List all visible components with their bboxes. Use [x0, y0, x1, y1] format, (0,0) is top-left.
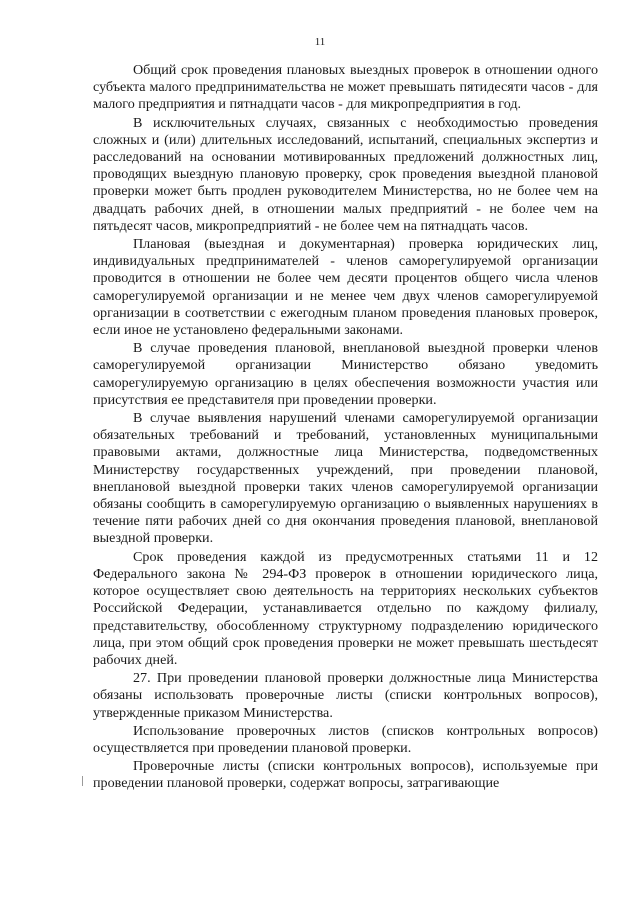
page-number: 11: [314, 36, 326, 48]
paragraph: Проверочные листы (списки контрольных вопросов), используемые при проведении плановой проверки, содержат вопросы, затрагивающие: [93, 758, 598, 792]
paragraph: В случае проведения плановой, внеплановой выездной проверки членов саморегулируемой организации Министерство обязано уведомить саморегулируемую организацию в целях обеспечения возможности участия или присутствия ее представителя при проведении проверки.: [93, 340, 598, 408]
body-text: [93, 62, 598, 793]
paragraph: Плановая (выездная и документарная) проверка юридических лиц, индивидуальных предпринимателей - членов саморегулируемой организации проводится в отношении не более чем десяти процентов общего числа членов саморегулируемой организации и не менее чем двух членов саморегулируемой организации в соответствии с ежегодным планом проведения плановых проверок, если иное не установлено федеральными законами.: [93, 236, 598, 339]
paragraph: Срок проведения каждой из предусмотренных статьями 11 и 12 Федерального закона № 294-ФЗ проверок в отношении юридического лица, которое осуществляет свою деятельность на территориях нескольких субъектов Российской Федерации, устанавливается отдельно по каждому филиалу, представительству, обособленному структурному подразделению юридического лица, при этом общий срок проведения проверки не может превышать шестьдесят рабочих дней.: [93, 548, 598, 668]
margin-mark: [82, 776, 83, 786]
paragraph: В случае выявления нарушений членами саморегулируемой организации обязательных требований и требований, установленных муниципальными правовыми актами, должностные лица Министерства, подведомственных Министерству государственных учреждений, при проведении плановой, внеплановой выездной проверки таких членов саморегулируемой организации обязаны сообщить в саморегулируемую организацию о выявленных нарушениях в течение пяти рабочих дней со дня окончания проведения плановой, внеплановой выездной проверки.: [93, 410, 598, 547]
paragraph: 27. При проведении плановой проверки должностные лица Министерства обязаны использовать проверочные листы (списки контрольных вопросов), утвержденные приказом Министерства.: [93, 670, 598, 721]
paragraph: В исключительных случаях, связанных с необходимостью проведения сложных и (или) длительных исследований, испытаний, специальных экспертиз и расследований на основании мотивированных предложений должностных лиц, проводящих выездную плановую проверку, срок проведения выездной плановой проверки может быть продлен руководителем Министерства, но не более чем на двадцать рабочих дней, в отношении малых предприятий - не более чем на пятьдесят часов, микропредприятий - не более чем на пятнадцать часов.: [93, 114, 598, 234]
paragraph: Использование проверочных листов (списков контрольных вопросов) осуществляется при проведении плановой проверки.: [93, 722, 598, 756]
paragraph: Общий срок проведения плановых выездных проверок в отношении одного субъекта малого предпринимательства не может превышать пятидесяти часов - для малого предприятия и пятнадцати часов - для микропредприятия в год.: [93, 62, 598, 113]
